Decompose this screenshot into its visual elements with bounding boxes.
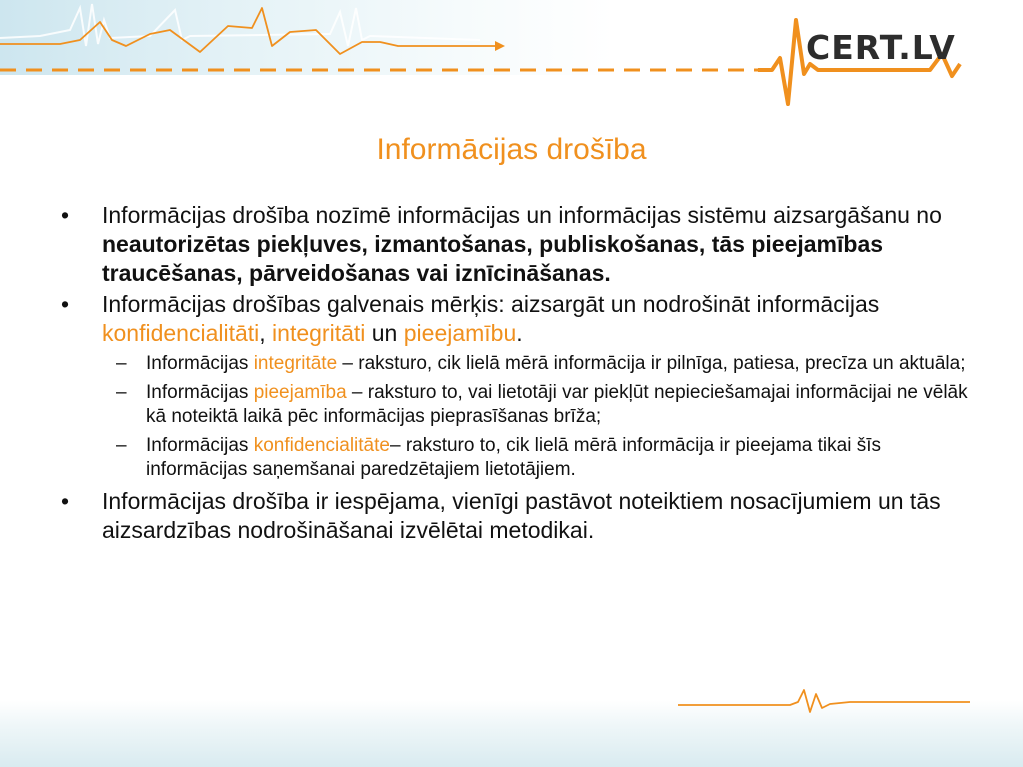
sub-bullet-integrity [58, 352, 973, 376]
sub-bullet-text: Informācijas [146, 353, 254, 374]
sub-bullet-availability [58, 381, 973, 429]
sub-bullet-text: Informācijas [146, 435, 254, 456]
highlight-term: pieejamība [253, 382, 347, 403]
bullet-text: . [516, 320, 523, 346]
highlight-term: konfidencialitāte [253, 435, 390, 456]
cert-lv-logo: CERT.LV [806, 28, 956, 67]
bullet-marker: • [61, 488, 70, 514]
dash-marker: – [116, 435, 127, 456]
sub-bullet-text: Informācijas [146, 382, 254, 403]
slide-title: Informācijas drošība [376, 133, 647, 166]
bullet-text: Informācijas drošība ir iespējama, vienīgi pastāvot noteiktiem nosacījumiem un tās aizsardzības nodrošināšanai izvēlētai metodikai. [102, 488, 941, 543]
bullet-main-goal [58, 290, 973, 348]
bullet-text: , [259, 320, 273, 346]
sub-bullet-confidentiality [58, 434, 973, 482]
sub-bullet-text: – raksturo, cik lielā mērā informācija ir pilnīga, patiesa, precīza un aktuāla; [337, 353, 966, 374]
bullet-marker: • [61, 202, 70, 228]
highlight-term: integritāte [253, 353, 338, 374]
bullet-text: un [365, 320, 404, 346]
sub-bullet-text: – raksturo to, vai lietotāji var piekļūt nepieciešamajai informācijai ne vēlāk kā noteiktā laikā pēc informācijas pieprasīšanas brīža; [146, 382, 968, 427]
highlight-confidentiality: konfidencialitāti [102, 320, 260, 346]
bullet-marker: • [61, 291, 70, 317]
slide-content [58, 201, 973, 547]
highlight-availability: pieejamību [403, 320, 517, 346]
bullet-bold-text: neautorizētas piekļuves, izmantošanas, publiskošanas, tās pieejamības traucēšanas, pārveidošanas vai iznīcināšanas. [102, 231, 884, 286]
sub-bullet-text: – raksturo to, cik lielā mērā informācija ir pieejama tikai šīs informācijas saņemšanai paredzētajiem lietotājiem. [146, 435, 881, 480]
highlight-integrity: integritāti [272, 320, 366, 346]
bullet-text: Informācijas drošība nozīmē informācijas un informācijas sistēmu aizsargāšanu no [102, 202, 942, 228]
bullet-conditions [58, 487, 973, 545]
dash-marker: – [116, 353, 127, 374]
bullet-definition [58, 201, 973, 288]
dash-marker: – [116, 382, 127, 403]
bullet-text: Informācijas drošības galvenais mērķis: aizsargāt un nodrošināt informācijas [102, 291, 880, 317]
